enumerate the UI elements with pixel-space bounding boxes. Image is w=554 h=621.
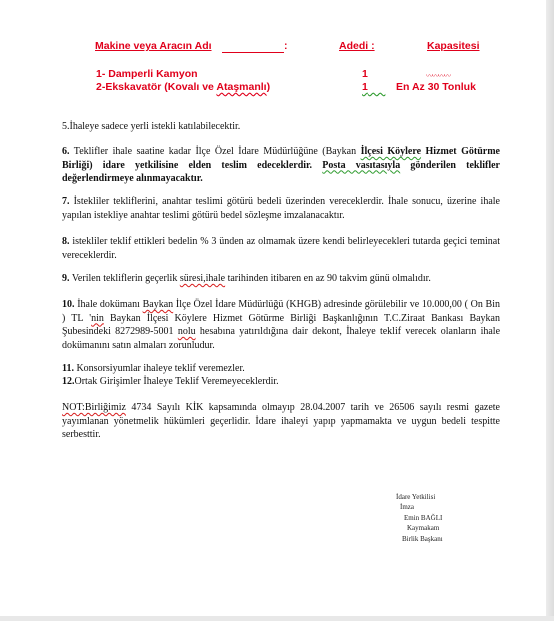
signature-title: İdare Yetkilisi — [396, 493, 436, 501]
row-2-name-prefix: 2-Ekskavatör (Kovalı ve — [96, 81, 217, 93]
note-text: 4734 Sayılı KİK kapsamında olmayıp 28.04.2007 tarih ve 26506 sayılı resmi gazete yayımlanan yönetmelik hükümleri geçerlidir. İdare ihaleyi yapıp yapmamakta ve uygun bedeli tespitte serbesttir. — [62, 402, 500, 441]
p9-number: 9. — [62, 273, 70, 284]
p6-wavy-1: İlçesi Köylere — [360, 146, 422, 157]
p8-number: 8. — [62, 236, 70, 247]
row-2-name-wavy: Ataşmanlı — [216, 81, 267, 93]
paragraph-5: 5.İhaleye sadece yerli istekli katılabilecektir. — [62, 121, 241, 132]
header-underline-extension — [222, 52, 284, 53]
paragraph-12 — [62, 375, 500, 389]
paragraph-7 — [62, 195, 500, 222]
signature-block — [390, 492, 470, 544]
equipment-name-header: Makine veya Aracın Adı — [95, 40, 212, 52]
equipment-row-1-qty: 1 — [362, 68, 368, 80]
equipment-row-2-name — [96, 81, 270, 94]
p6-text-a: Teklifler ihale saatine kadar İlçe Özel İdare Müdürlüğüne (Baykan — [69, 146, 361, 157]
equipment-row-2-qty: 1​ — [362, 81, 386, 93]
signatory-union-role: Birlik Başkanı — [402, 534, 443, 543]
p6-text-c: gönderilen teklifler değerlendirmeye alınmayacaktır. — [62, 159, 500, 185]
p10-text-c: Baykan İlçesi Köylere Hizmet Götürme Birliği Başkanlığının T.C.Ziraat Bankası Baykan Şubesindeki 8272989-5001 — [62, 312, 500, 338]
p7-number: 7. — [62, 196, 70, 207]
p12-number: 12. — [62, 376, 75, 387]
equipment-header-colon: : — [284, 40, 288, 52]
p10-number: 10. — [62, 299, 75, 310]
page-bottom-edge — [0, 616, 554, 621]
p11-number: 11. — [62, 363, 74, 374]
note-label: NOT:Birliğimiz — [62, 402, 126, 413]
paragraph-6 — [62, 145, 500, 186]
paragraph-9 — [62, 272, 500, 286]
note-paragraph — [62, 401, 500, 442]
page-right-edge — [546, 0, 554, 621]
p10-text-a: İhale dokümanı — [74, 299, 143, 310]
signature-sign-label: İmza — [400, 503, 414, 512]
p11-text: Konsorsiyumlar ihaleye teklif veremezler. — [73, 363, 245, 374]
capacity-placeholder-squiggle: 〰〰〰〰 — [426, 72, 450, 80]
row-2-qty-value: 1 — [362, 81, 368, 93]
p9-text-b: tarihinden itibaren en az 90 takvim günü olmalıdır. — [225, 273, 431, 284]
equipment-row-2-capacity: En Az 30 Tonluk — [396, 81, 476, 93]
signatory-role: Kaymakam — [407, 524, 440, 533]
equipment-row-1-name: 1- Damperli Kamyon — [96, 68, 198, 80]
p6-wavy-2: Posta vasıtasıyla — [322, 159, 401, 171]
p10-wavy-1: Baykan — [142, 299, 174, 310]
paragraph-10 — [62, 298, 500, 352]
equipment-qty-header: Adedi : — [339, 40, 375, 52]
signatory-name: Emin BAĞLI — [404, 513, 443, 522]
paragraph-11 — [62, 362, 500, 376]
equipment-capacity-header: Kapasitesi — [427, 40, 480, 52]
p10-wavy-3: nolu — [177, 326, 196, 338]
p12-text: Ortak Girişimler İhaleye Teklif Veremeyeceklerdir. — [74, 376, 279, 387]
p9-text-a: Verilen tekliflerin geçerlik — [69, 273, 180, 284]
p6-number: 6. — [62, 146, 70, 157]
p9-wavy: süresi,ihale — [179, 273, 226, 284]
p6-text-b: Hizmet Götürme Birliği) idare yetkilisine elden teslim edeceklerdir. — [62, 146, 500, 171]
p10-text-d: hesabına yatırıldığına dair dekont, İhaleye teklif verecek olanların ihale dokümanını satın almaları zorunludur. — [62, 326, 501, 351]
p10-text-b: İlçe Özel İdare Müdürlüğü (KHGB) adresinde görülebilir ve 10.000,00 ( On Bin ) TL ' — [62, 299, 500, 324]
p10-wavy-2: nin — [91, 312, 104, 324]
row-2-name-suffix: ) — [266, 81, 271, 93]
p7-text: İstekliler tekliflerini, anahtar teslimi götürü bedeli üzerinden vereceklerdir. İhale sonucu, üzerine ihale yapılan istekliye anahtar teslimi götürü bedel sözleşme imzalanacaktır. — [62, 196, 500, 221]
paragraph-8 — [62, 235, 500, 262]
p8-text: istekliler teklif ettikleri bedelin % 3 ünden az olmamak üzere kendi belirleyecekleri tutarda geçici teminat vereceklerdir. — [62, 236, 500, 261]
